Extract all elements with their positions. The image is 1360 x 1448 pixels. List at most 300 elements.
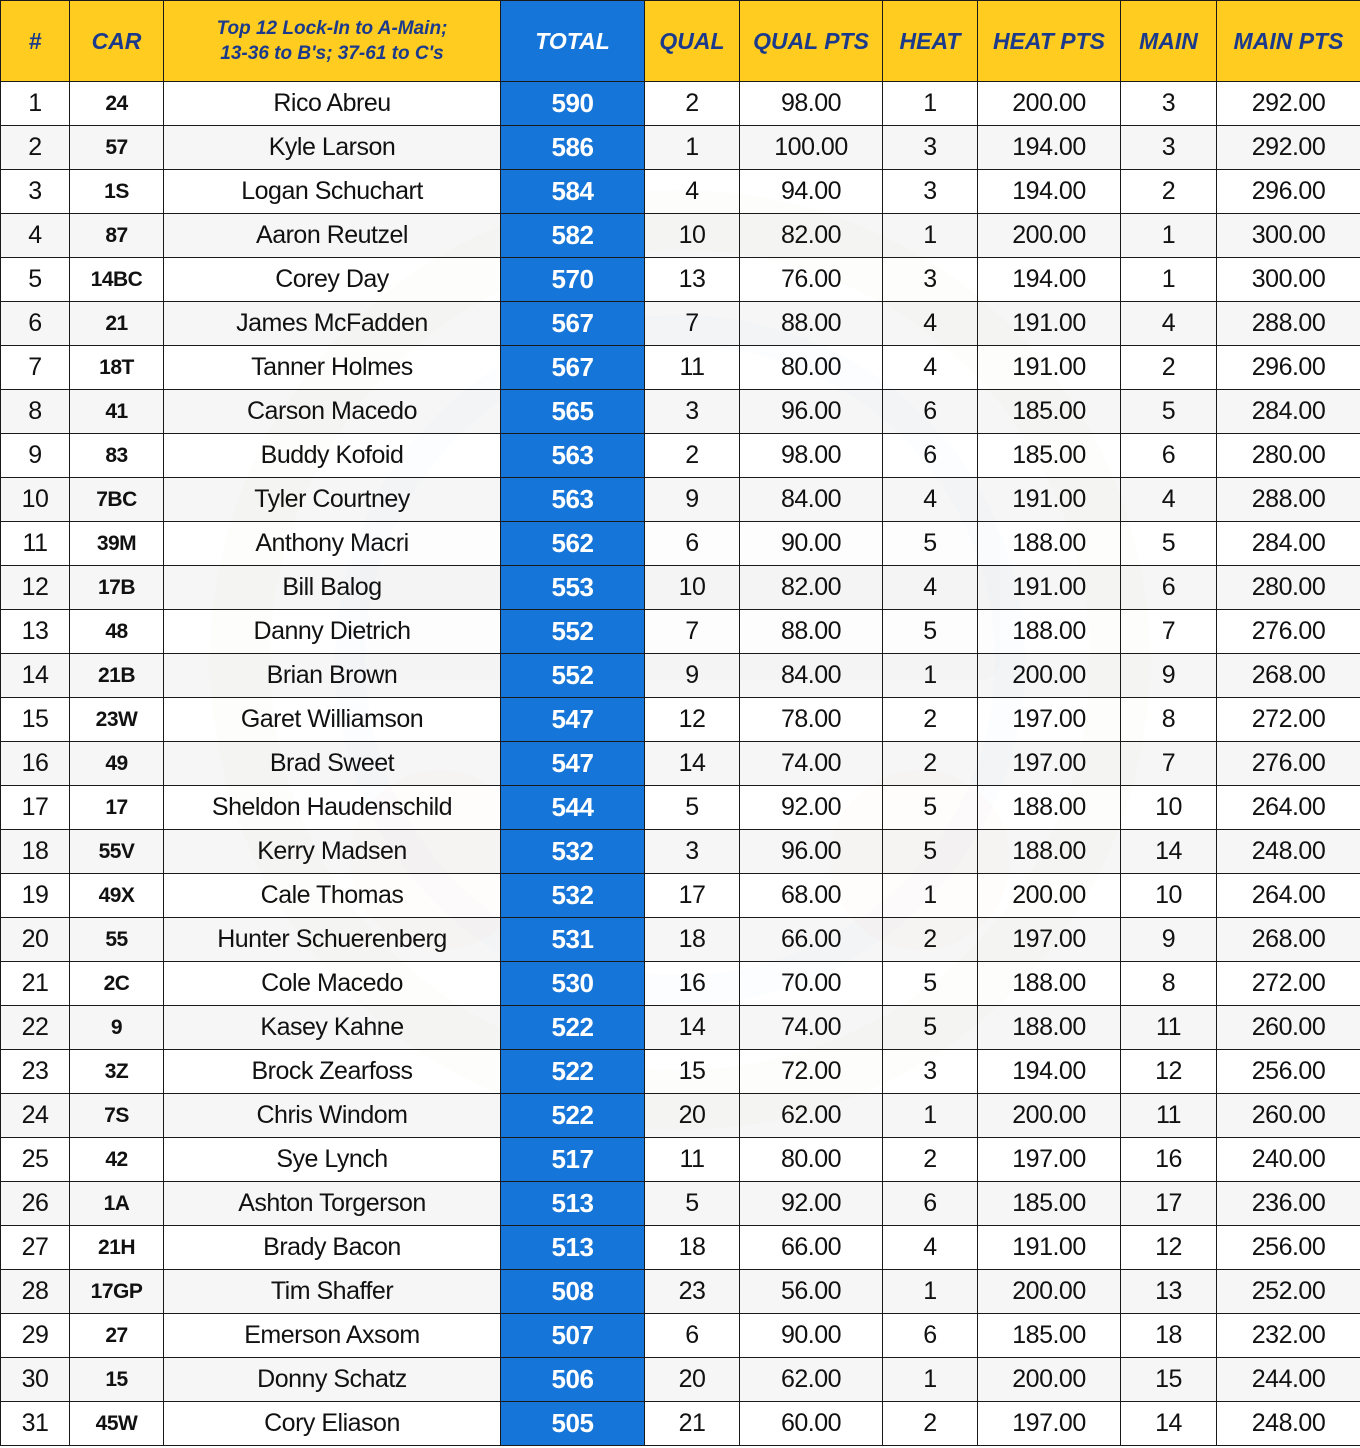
cell-heat-pts: 197.00: [978, 918, 1121, 962]
cell-driver-name: Chris Windom: [164, 1094, 501, 1138]
cell-qual-pts: 98.00: [740, 82, 883, 126]
cell-qual: 18: [645, 1226, 740, 1270]
table-row: [1, 1094, 1360, 1138]
cell-main: 9: [1121, 918, 1217, 962]
table-row: [1, 1182, 1360, 1226]
cell-heat-pts: 200.00: [978, 214, 1121, 258]
cell-heat-pts: 191.00: [978, 346, 1121, 390]
cell-car: 15: [70, 1358, 164, 1402]
cell-qual: 21: [645, 1402, 740, 1446]
header-heat: HEAT: [883, 1, 978, 82]
cell-heat-pts: 188.00: [978, 830, 1121, 874]
cell-main: 3: [1121, 82, 1217, 126]
cell-qual-pts: 62.00: [740, 1094, 883, 1138]
cell-driver-name: Emerson Axsom: [164, 1314, 501, 1358]
cell-main-pts: 260.00: [1217, 1094, 1360, 1138]
cell-car: 45W: [70, 1402, 164, 1446]
cell-heat: 4: [883, 346, 978, 390]
cell-qual: 9: [645, 654, 740, 698]
cell-total: 505: [501, 1402, 645, 1446]
cell-main: 2: [1121, 346, 1217, 390]
cell-heat: 6: [883, 1182, 978, 1226]
cell-total: 586: [501, 126, 645, 170]
cell-car: 1S: [70, 170, 164, 214]
cell-driver-name: Brian Brown: [164, 654, 501, 698]
cell-driver-name: Tyler Courtney: [164, 478, 501, 522]
table-row: [1, 126, 1360, 170]
cell-car: 23W: [70, 698, 164, 742]
cell-driver-name: Sheldon Haudenschild: [164, 786, 501, 830]
cell-rank: 16: [1, 742, 70, 786]
cell-total: 522: [501, 1050, 645, 1094]
cell-main: 4: [1121, 478, 1217, 522]
cell-rank: 21: [1, 962, 70, 1006]
cell-car: 17GP: [70, 1270, 164, 1314]
cell-driver-name: Logan Schuchart: [164, 170, 501, 214]
cell-rank: 29: [1, 1314, 70, 1358]
cell-main-pts: 284.00: [1217, 390, 1360, 434]
cell-car: 49: [70, 742, 164, 786]
cell-heat: 1: [883, 874, 978, 918]
cell-heat: 4: [883, 302, 978, 346]
cell-total: 522: [501, 1006, 645, 1050]
table-row: [1, 1314, 1360, 1358]
cell-qual-pts: 74.00: [740, 742, 883, 786]
cell-main-pts: 300.00: [1217, 258, 1360, 302]
cell-heat: 2: [883, 698, 978, 742]
cell-rank: 3: [1, 170, 70, 214]
cell-qual-pts: 74.00: [740, 1006, 883, 1050]
cell-main-pts: 272.00: [1217, 962, 1360, 1006]
cell-qual-pts: 90.00: [740, 522, 883, 566]
cell-heat: 4: [883, 566, 978, 610]
cell-driver-name: Garet Williamson: [164, 698, 501, 742]
cell-car: 55V: [70, 830, 164, 874]
cell-heat: 1: [883, 1358, 978, 1402]
cell-driver-name: Kerry Madsen: [164, 830, 501, 874]
cell-heat-pts: 185.00: [978, 390, 1121, 434]
cell-total: 547: [501, 742, 645, 786]
cell-rank: 20: [1, 918, 70, 962]
cell-driver-name: Buddy Kofoid: [164, 434, 501, 478]
table-row: [1, 302, 1360, 346]
cell-heat: 1: [883, 1270, 978, 1314]
cell-qual-pts: 68.00: [740, 874, 883, 918]
cell-heat: 5: [883, 1006, 978, 1050]
cell-total: 567: [501, 346, 645, 390]
cell-rank: 11: [1, 522, 70, 566]
cell-total: 522: [501, 1094, 645, 1138]
cell-rank: 23: [1, 1050, 70, 1094]
table-row: [1, 522, 1360, 566]
cell-driver-name: Donny Schatz: [164, 1358, 501, 1402]
cell-qual-pts: 78.00: [740, 698, 883, 742]
cell-rank: 13: [1, 610, 70, 654]
cell-main: 14: [1121, 1402, 1217, 1446]
cell-qual: 7: [645, 610, 740, 654]
header-qual: QUAL: [645, 1, 740, 82]
cell-main: 18: [1121, 1314, 1217, 1358]
cell-rank: 14: [1, 654, 70, 698]
cell-qual: 6: [645, 522, 740, 566]
table-row: [1, 918, 1360, 962]
cell-qual: 3: [645, 390, 740, 434]
cell-qual: 10: [645, 214, 740, 258]
cell-heat-pts: 194.00: [978, 126, 1121, 170]
cell-car: 17B: [70, 566, 164, 610]
cell-main-pts: 232.00: [1217, 1314, 1360, 1358]
table-row: [1, 874, 1360, 918]
cell-main: 17: [1121, 1182, 1217, 1226]
cell-total: 532: [501, 830, 645, 874]
cell-rank: 19: [1, 874, 70, 918]
cell-heat: 1: [883, 1094, 978, 1138]
cell-heat: 1: [883, 82, 978, 126]
cell-driver-name: Rico Abreu: [164, 82, 501, 126]
cell-heat-pts: 200.00: [978, 1358, 1121, 1402]
cell-driver-name: Cole Macedo: [164, 962, 501, 1006]
cell-main-pts: 296.00: [1217, 170, 1360, 214]
cell-driver-name: Carson Macedo: [164, 390, 501, 434]
cell-car: 1A: [70, 1182, 164, 1226]
cell-heat-pts: 200.00: [978, 874, 1121, 918]
cell-main: 15: [1121, 1358, 1217, 1402]
cell-total: 508: [501, 1270, 645, 1314]
table-row: [1, 1226, 1360, 1270]
cell-total: 590: [501, 82, 645, 126]
cell-main-pts: 268.00: [1217, 654, 1360, 698]
table-row: [1, 830, 1360, 874]
cell-total: 532: [501, 874, 645, 918]
cell-rank: 8: [1, 390, 70, 434]
cell-driver-name: Tim Shaffer: [164, 1270, 501, 1314]
cell-driver-name: Bill Balog: [164, 566, 501, 610]
cell-car: 3Z: [70, 1050, 164, 1094]
cell-qual: 17: [645, 874, 740, 918]
cell-main-pts: 248.00: [1217, 830, 1360, 874]
cell-qual: 16: [645, 962, 740, 1006]
cell-heat: 3: [883, 1050, 978, 1094]
table-row: [1, 434, 1360, 478]
cell-total: 562: [501, 522, 645, 566]
cell-main-pts: 288.00: [1217, 302, 1360, 346]
cell-qual: 12: [645, 698, 740, 742]
cell-heat-pts: 194.00: [978, 1050, 1121, 1094]
cell-main-pts: 292.00: [1217, 82, 1360, 126]
cell-main-pts: 280.00: [1217, 434, 1360, 478]
table-row: [1, 1050, 1360, 1094]
cell-qual-pts: 72.00: [740, 1050, 883, 1094]
cell-total: 563: [501, 434, 645, 478]
cell-qual-pts: 66.00: [740, 918, 883, 962]
cell-main: 5: [1121, 390, 1217, 434]
cell-heat-pts: 197.00: [978, 742, 1121, 786]
cell-total: 517: [501, 1138, 645, 1182]
table-row: [1, 786, 1360, 830]
cell-main: 1: [1121, 214, 1217, 258]
table-row: [1, 214, 1360, 258]
cell-heat: 2: [883, 1402, 978, 1446]
cell-main-pts: 276.00: [1217, 742, 1360, 786]
cell-main: 1: [1121, 258, 1217, 302]
cell-total: 552: [501, 654, 645, 698]
cell-heat-pts: 185.00: [978, 434, 1121, 478]
header-total: TOTAL: [501, 1, 645, 82]
cell-total: 565: [501, 390, 645, 434]
cell-qual: 14: [645, 742, 740, 786]
cell-qual-pts: 92.00: [740, 1182, 883, 1226]
cell-qual: 14: [645, 1006, 740, 1050]
cell-heat: 3: [883, 126, 978, 170]
cell-heat: 1: [883, 654, 978, 698]
header-heat-pts: HEAT PTS: [978, 1, 1121, 82]
table-row: [1, 258, 1360, 302]
cell-main: 7: [1121, 742, 1217, 786]
cell-qual: 6: [645, 1314, 740, 1358]
cell-heat-pts: 191.00: [978, 566, 1121, 610]
cell-qual: 2: [645, 82, 740, 126]
cell-qual: 18: [645, 918, 740, 962]
cell-qual-pts: 60.00: [740, 1402, 883, 1446]
cell-car: 55: [70, 918, 164, 962]
cell-qual: 1: [645, 126, 740, 170]
cell-driver-name: Brad Sweet: [164, 742, 501, 786]
cell-heat: 5: [883, 522, 978, 566]
cell-total: 567: [501, 302, 645, 346]
table-row: [1, 610, 1360, 654]
cell-main: 16: [1121, 1138, 1217, 1182]
cell-main: 10: [1121, 786, 1217, 830]
cell-qual: 10: [645, 566, 740, 610]
cell-rank: 28: [1, 1270, 70, 1314]
header-description-line2: 13-36 to B's; 37-61 to C's: [220, 43, 444, 64]
cell-heat: 5: [883, 962, 978, 1006]
table-row: [1, 390, 1360, 434]
cell-car: 21H: [70, 1226, 164, 1270]
cell-heat-pts: 200.00: [978, 1270, 1121, 1314]
cell-qual-pts: 96.00: [740, 390, 883, 434]
cell-driver-name: Kyle Larson: [164, 126, 501, 170]
cell-heat: 6: [883, 434, 978, 478]
cell-main-pts: 244.00: [1217, 1358, 1360, 1402]
cell-main-pts: 256.00: [1217, 1226, 1360, 1270]
cell-main: 11: [1121, 1006, 1217, 1050]
cell-main: 6: [1121, 566, 1217, 610]
cell-main-pts: 248.00: [1217, 1402, 1360, 1446]
cell-rank: 15: [1, 698, 70, 742]
cell-qual-pts: 88.00: [740, 610, 883, 654]
table-row: [1, 1402, 1360, 1446]
cell-heat: 4: [883, 1226, 978, 1270]
cell-main-pts: 272.00: [1217, 698, 1360, 742]
cell-qual: 5: [645, 1182, 740, 1226]
cell-qual: 20: [645, 1094, 740, 1138]
cell-rank: 9: [1, 434, 70, 478]
cell-driver-name: Sye Lynch: [164, 1138, 501, 1182]
header-qual-pts: QUAL PTS: [740, 1, 883, 82]
cell-rank: 24: [1, 1094, 70, 1138]
cell-car: 14BC: [70, 258, 164, 302]
cell-heat-pts: 188.00: [978, 522, 1121, 566]
cell-qual-pts: 56.00: [740, 1270, 883, 1314]
cell-heat-pts: 188.00: [978, 1006, 1121, 1050]
table-row: [1, 478, 1360, 522]
header-description: [164, 1, 501, 82]
cell-total: 531: [501, 918, 645, 962]
header-main: MAIN: [1121, 1, 1217, 82]
cell-main: 10: [1121, 874, 1217, 918]
cell-driver-name: Cory Eliason: [164, 1402, 501, 1446]
cell-heat: 2: [883, 1138, 978, 1182]
cell-total: 513: [501, 1226, 645, 1270]
cell-qual-pts: 84.00: [740, 654, 883, 698]
cell-qual: 3: [645, 830, 740, 874]
cell-qual-pts: 80.00: [740, 346, 883, 390]
cell-car: 9: [70, 1006, 164, 1050]
cell-driver-name: Brock Zearfoss: [164, 1050, 501, 1094]
cell-qual-pts: 62.00: [740, 1358, 883, 1402]
cell-driver-name: Brady Bacon: [164, 1226, 501, 1270]
cell-heat: 3: [883, 258, 978, 302]
cell-total: 547: [501, 698, 645, 742]
cell-rank: 26: [1, 1182, 70, 1226]
cell-car: 21B: [70, 654, 164, 698]
cell-heat: 3: [883, 170, 978, 214]
cell-heat-pts: 197.00: [978, 1138, 1121, 1182]
cell-total: 582: [501, 214, 645, 258]
cell-heat: 1: [883, 214, 978, 258]
cell-car: 57: [70, 126, 164, 170]
cell-heat: 4: [883, 478, 978, 522]
cell-qual-pts: 90.00: [740, 1314, 883, 1358]
cell-heat-pts: 191.00: [978, 302, 1121, 346]
cell-heat: 2: [883, 918, 978, 962]
cell-main-pts: 292.00: [1217, 126, 1360, 170]
cell-total: 563: [501, 478, 645, 522]
cell-main: 5: [1121, 522, 1217, 566]
cell-car: 48: [70, 610, 164, 654]
header-row: [1, 1, 1360, 82]
cell-qual: 13: [645, 258, 740, 302]
cell-car: 2C: [70, 962, 164, 1006]
header-car: CAR: [70, 1, 164, 82]
table-row: [1, 1006, 1360, 1050]
cell-total: 553: [501, 566, 645, 610]
cell-qual: 5: [645, 786, 740, 830]
cell-total: 570: [501, 258, 645, 302]
cell-heat: 6: [883, 390, 978, 434]
cell-heat-pts: 188.00: [978, 610, 1121, 654]
cell-heat: 5: [883, 786, 978, 830]
cell-qual-pts: 76.00: [740, 258, 883, 302]
cell-qual: 20: [645, 1358, 740, 1402]
cell-heat: 2: [883, 742, 978, 786]
cell-rank: 12: [1, 566, 70, 610]
standings-body: [1, 82, 1360, 1446]
cell-rank: 22: [1, 1006, 70, 1050]
cell-car: 41: [70, 390, 164, 434]
cell-car: 87: [70, 214, 164, 258]
cell-heat-pts: 185.00: [978, 1314, 1121, 1358]
cell-main: 7: [1121, 610, 1217, 654]
cell-qual-pts: 82.00: [740, 566, 883, 610]
cell-heat-pts: 185.00: [978, 1182, 1121, 1226]
cell-main-pts: 256.00: [1217, 1050, 1360, 1094]
cell-car: 27: [70, 1314, 164, 1358]
cell-qual-pts: 96.00: [740, 830, 883, 874]
cell-driver-name: Anthony Macri: [164, 522, 501, 566]
table-row: [1, 1270, 1360, 1314]
cell-qual-pts: 100.00: [740, 126, 883, 170]
cell-main: 6: [1121, 434, 1217, 478]
cell-rank: 2: [1, 126, 70, 170]
cell-rank: 31: [1, 1402, 70, 1446]
header-description-line1: Top 12 Lock-In to A-Main;: [216, 18, 448, 39]
cell-rank: 4: [1, 214, 70, 258]
cell-heat-pts: 194.00: [978, 258, 1121, 302]
cell-heat-pts: 194.00: [978, 170, 1121, 214]
cell-driver-name: Corey Day: [164, 258, 501, 302]
cell-qual-pts: 66.00: [740, 1226, 883, 1270]
cell-main-pts: 264.00: [1217, 874, 1360, 918]
cell-qual-pts: 70.00: [740, 962, 883, 1006]
table-row: [1, 82, 1360, 126]
cell-car: 7BC: [70, 478, 164, 522]
cell-main: 3: [1121, 126, 1217, 170]
cell-driver-name: Kasey Kahne: [164, 1006, 501, 1050]
cell-heat-pts: 200.00: [978, 1094, 1121, 1138]
cell-qual-pts: 88.00: [740, 302, 883, 346]
cell-main-pts: 280.00: [1217, 566, 1360, 610]
cell-qual: 7: [645, 302, 740, 346]
cell-main: 14: [1121, 830, 1217, 874]
cell-main: 12: [1121, 1226, 1217, 1270]
cell-total: 506: [501, 1358, 645, 1402]
cell-car: 18T: [70, 346, 164, 390]
cell-heat-pts: 188.00: [978, 962, 1121, 1006]
cell-driver-name: Tanner Holmes: [164, 346, 501, 390]
cell-qual: 11: [645, 1138, 740, 1182]
table-row: [1, 346, 1360, 390]
cell-rank: 7: [1, 346, 70, 390]
cell-car: 7S: [70, 1094, 164, 1138]
cell-qual: 4: [645, 170, 740, 214]
table-row: [1, 1358, 1360, 1402]
cell-main-pts: 300.00: [1217, 214, 1360, 258]
header-main-pts: MAIN PTS: [1217, 1, 1360, 82]
cell-main: 13: [1121, 1270, 1217, 1314]
cell-main-pts: 288.00: [1217, 478, 1360, 522]
table-row: [1, 742, 1360, 786]
cell-driver-name: Ashton Torgerson: [164, 1182, 501, 1226]
cell-total: 544: [501, 786, 645, 830]
cell-main-pts: 240.00: [1217, 1138, 1360, 1182]
cell-main-pts: 252.00: [1217, 1270, 1360, 1314]
cell-car: 17: [70, 786, 164, 830]
cell-qual: 2: [645, 434, 740, 478]
cell-main-pts: 276.00: [1217, 610, 1360, 654]
table-row: [1, 962, 1360, 1006]
cell-heat-pts: 197.00: [978, 1402, 1121, 1446]
cell-car: 21: [70, 302, 164, 346]
cell-driver-name: Cale Thomas: [164, 874, 501, 918]
cell-rank: 10: [1, 478, 70, 522]
cell-car: 24: [70, 82, 164, 126]
table-row: [1, 654, 1360, 698]
cell-heat-pts: 191.00: [978, 478, 1121, 522]
cell-qual-pts: 80.00: [740, 1138, 883, 1182]
cell-main: 2: [1121, 170, 1217, 214]
